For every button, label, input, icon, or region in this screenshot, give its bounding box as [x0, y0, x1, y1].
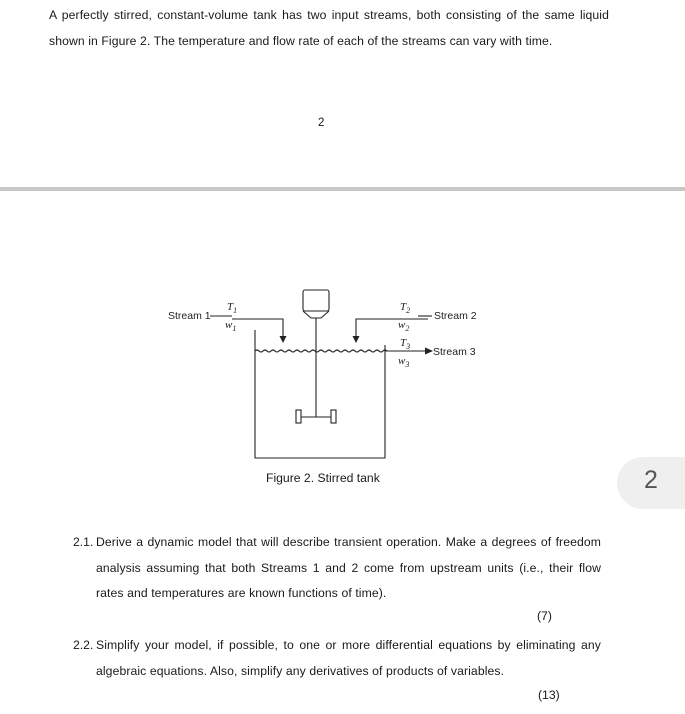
figure-caption: Figure 2. Stirred tank: [266, 471, 380, 485]
stream2-pipe: [356, 319, 428, 338]
question-marks: (13): [538, 688, 560, 702]
T1-label: $T_1$: [227, 301, 238, 315]
liquid-surface: [255, 350, 387, 352]
side-page-badge: [617, 457, 685, 509]
page-number: 2: [318, 117, 325, 129]
question-2-1: [73, 530, 601, 607]
question-number: 2.2.: [73, 638, 94, 652]
impeller-blade-right: [331, 410, 336, 423]
w3-label: $w_3$: [398, 355, 410, 369]
question-text: Derive a dynamic model that will describe transient operation. Make a degrees of freedom analysis assuming that both Streams 1 and 2 come from upstream units (i.e., their flow rates and temperatures are known functions of time).: [96, 535, 601, 600]
stream2-label: Stream 2: [434, 310, 477, 322]
page-divider: [0, 187, 685, 191]
impeller-blade-left: [296, 410, 301, 423]
motor: [303, 290, 329, 311]
question-marks: (7): [537, 609, 552, 623]
stirred-tank-diagram: [150, 280, 490, 465]
stream3-arrow: [425, 348, 433, 355]
side-page-badge-number: 2: [644, 466, 658, 494]
question-number: 2.1.: [73, 535, 94, 549]
stream2-arrow: [353, 336, 360, 343]
w1-label: $w_1$: [225, 319, 237, 333]
tank-walls: [255, 330, 385, 458]
stream1-label: Stream 1: [168, 310, 211, 322]
question-text: Simplify your model, if possible, to one or more differential equations by eliminating any algebraic equations. Also, simplify any derivatives of products of variables.: [96, 638, 601, 678]
T2-label: $T_2$: [400, 301, 411, 315]
motor-base: [303, 311, 329, 318]
intro-paragraph: A perfectly stirred, constant-volume tank has two input streams, both consisting of the same liquid shown in Figure 2. The temperature and flow rate of each of the streams can vary with time.: [49, 8, 609, 48]
question-2-2: [73, 633, 601, 684]
stream1-pipe: [232, 319, 283, 338]
stream1-arrow: [280, 336, 287, 343]
w2-label: $w_2$: [398, 319, 410, 333]
stream3-label: Stream 3: [433, 346, 476, 358]
T3-label: $T_3$: [400, 337, 411, 351]
